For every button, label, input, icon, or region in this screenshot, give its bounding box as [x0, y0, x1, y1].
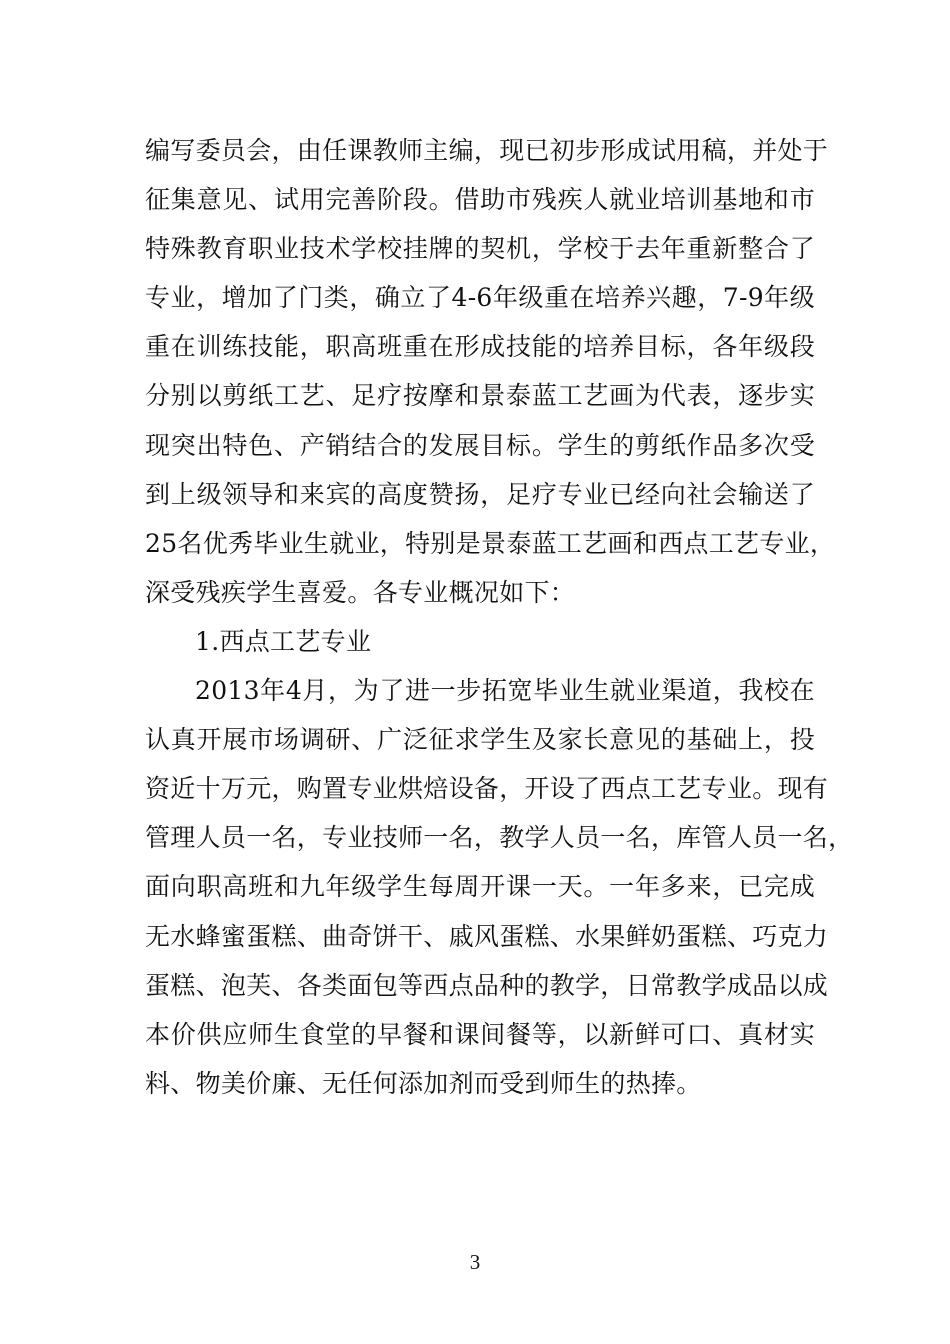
section-heading: 1.西点工艺专业: [195, 626, 372, 656]
text-line-16: 面向职高班和九年级学生每周开课一天。一年多来，已完成: [145, 872, 815, 902]
text-line-7: 现突出特色、产销结合的发展目标。学生的剪纸作品多次受: [145, 430, 815, 460]
text-line-8: 到上级领导和来宾的高度赞扬，足疗专业已经向社会输送了: [145, 479, 815, 509]
text-line-9: 25名优秀毕业生就业，特别是景泰蓝工艺画和西点工艺专业，: [145, 528, 836, 558]
text-line-14: 资近十万元，购置专业烘焙设备，开设了西点工艺专业。现有: [145, 774, 829, 804]
text-line-3: 特殊教育职业技术学校挂牌的契机，学校于去年重新整合了: [145, 234, 815, 264]
text-line-5: 重在训练技能，职高班重在形成技能的培养目标，各年级段: [145, 332, 815, 362]
text-line-12: 2013年4月，为了进一步拓宽毕业生就业渠道，我校在: [195, 676, 815, 706]
text-line-19: 本价供应师生食堂的早餐和课间餐等，以新鲜可口、真材实: [145, 1019, 815, 1049]
text-line-20: 料、物美价廉、无任何添加剂而受到师生的热捧。: [145, 1068, 702, 1098]
text-line-17: 无水蜂蜜蛋糕、曲奇饼干、戚风蛋糕、水果鲜奶蛋糕、巧克力: [145, 921, 829, 951]
text-line-15: 管理人员一名，专业技师一名，教学人员一名，库管人员一名，: [145, 823, 854, 853]
text-line-13: 认真开展市场调研、广泛征求学生及家长意见的基础上，投: [145, 725, 815, 755]
text-line-1: 编写委员会，由任课教师主编，现已初步形成试用稿，并处于: [145, 136, 829, 165]
text-line-18: 蛋糕、泡芙、各类面包等西点品种的教学，日常教学成品以成: [145, 970, 829, 1000]
text-line-6: 分别以剪纸工艺、足疗按摩和景泰蓝工艺画为代表，逐步实: [145, 381, 815, 411]
text-line-2: 征集意见、试用完善阶段。借助市残疾人就业培训基地和市: [145, 185, 815, 215]
body-text: [145, 126, 854, 1108]
text-line-4: 专业，增加了门类，确立了4-6年级重在培养兴趣，7-9年级: [145, 283, 815, 313]
text-line-10: 深受残疾学生喜爱。各专业概况如下：: [145, 577, 576, 607]
page-number: 3: [469, 1250, 481, 1274]
